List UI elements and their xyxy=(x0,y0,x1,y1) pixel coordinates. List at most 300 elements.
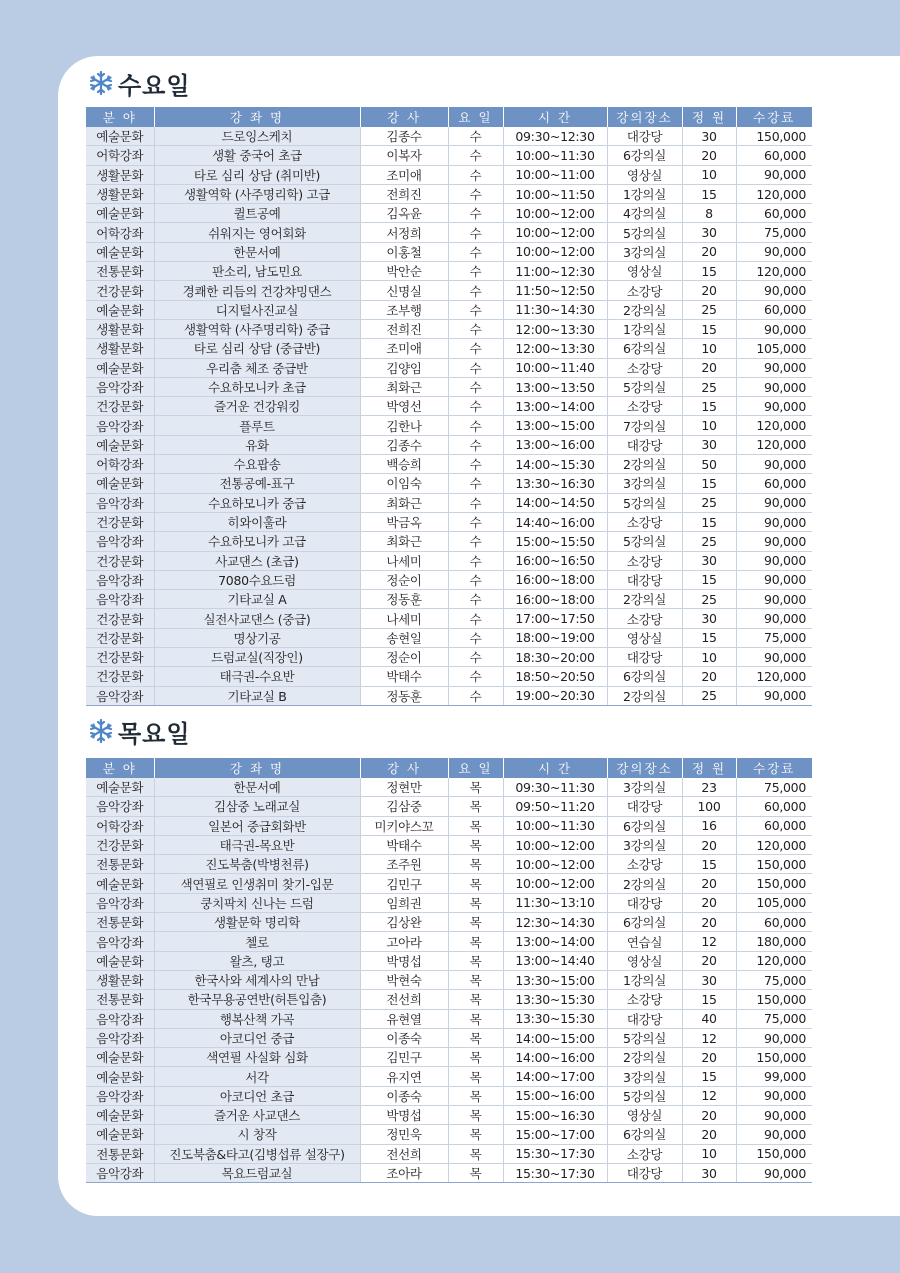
column-header-course-name: 강 좌 명 xyxy=(154,758,360,778)
course-name-cell: 경쾌한 리듬의 건강챠밍댄스 xyxy=(154,281,360,300)
time-cell: 16:00~18:00 xyxy=(503,590,607,609)
table-row xyxy=(86,300,812,319)
day-cell: 수 xyxy=(448,300,503,319)
capacity-cell: 25 xyxy=(682,493,736,512)
capacity-cell: 20 xyxy=(682,1125,736,1144)
fee-cell: 90,000 xyxy=(736,1163,812,1182)
room-cell: 2강의실 xyxy=(607,1048,682,1067)
instructor-cell: 박명섭 xyxy=(360,951,448,970)
instructor-cell: 조부행 xyxy=(360,300,448,319)
time-cell: 10:00~12:00 xyxy=(503,835,607,854)
time-cell: 10:00~12:00 xyxy=(503,855,607,874)
room-cell: 5강의실 xyxy=(607,532,682,551)
room-cell: 대강당 xyxy=(607,1009,682,1028)
time-cell: 15:00~17:00 xyxy=(503,1125,607,1144)
fee-cell: 90,000 xyxy=(736,377,812,396)
instructor-cell: 전선희 xyxy=(360,990,448,1009)
room-cell: 연습실 xyxy=(607,932,682,951)
instructor-cell: 이홍철 xyxy=(360,242,448,261)
room-cell: 2강의실 xyxy=(607,590,682,609)
column-header-capacity: 정 원 xyxy=(682,758,736,778)
capacity-cell: 20 xyxy=(682,667,736,686)
course-name-cell: 쉬워지는 영어회화 xyxy=(154,223,360,242)
capacity-cell: 100 xyxy=(682,797,736,816)
room-cell: 대강당 xyxy=(607,435,682,454)
time-cell: 15:00~16:30 xyxy=(503,1106,607,1125)
room-cell: 대강당 xyxy=(607,648,682,667)
capacity-cell: 30 xyxy=(682,970,736,989)
instructor-cell: 김종수 xyxy=(360,435,448,454)
table-row xyxy=(86,204,812,223)
table-row xyxy=(86,242,812,261)
fee-cell: 60,000 xyxy=(736,300,812,319)
course-name-cell: 전통공예-표구 xyxy=(154,474,360,493)
day-cell: 수 xyxy=(448,493,503,512)
instructor-cell: 박현숙 xyxy=(360,970,448,989)
column-header-capacity: 정 원 xyxy=(682,107,736,127)
room-cell: 소강당 xyxy=(607,397,682,416)
course-name-cell: 아코디언 중급 xyxy=(154,1028,360,1047)
fee-cell: 90,000 xyxy=(736,397,812,416)
course-name-cell: 한국무용공연반(허튼입춤) xyxy=(154,990,360,1009)
category-cell: 음악강좌 xyxy=(86,893,154,912)
table-row xyxy=(86,339,812,358)
fee-cell: 90,000 xyxy=(736,1106,812,1125)
room-cell: 대강당 xyxy=(607,797,682,816)
category-cell: 건강문화 xyxy=(86,512,154,531)
section-header-wednesday xyxy=(88,66,191,100)
table-row xyxy=(86,1163,812,1182)
fee-cell: 75,000 xyxy=(736,223,812,242)
table-row xyxy=(86,223,812,242)
course-name-cell: 사교댄스 (초급) xyxy=(154,551,360,570)
category-cell: 예술문화 xyxy=(86,204,154,223)
capacity-cell: 40 xyxy=(682,1009,736,1028)
time-cell: 13:00~14:40 xyxy=(503,951,607,970)
category-cell: 건강문화 xyxy=(86,281,154,300)
category-cell: 건강문화 xyxy=(86,628,154,647)
room-cell: 대강당 xyxy=(607,570,682,589)
column-header-room: 강의장소 xyxy=(607,107,682,127)
time-cell: 09:30~11:30 xyxy=(503,778,607,797)
course-name-cell: 한문서예 xyxy=(154,242,360,261)
category-cell: 예술문화 xyxy=(86,127,154,146)
day-cell: 목 xyxy=(448,893,503,912)
table-row xyxy=(86,855,812,874)
capacity-cell: 30 xyxy=(682,435,736,454)
fee-cell: 60,000 xyxy=(736,146,812,165)
capacity-cell: 12 xyxy=(682,1028,736,1047)
fee-cell: 120,000 xyxy=(736,262,812,281)
day-cell: 목 xyxy=(448,797,503,816)
schedule-table-wednesday xyxy=(86,107,812,706)
course-name-cell: 명상기공 xyxy=(154,628,360,647)
instructor-cell: 김상완 xyxy=(360,913,448,932)
capacity-cell: 15 xyxy=(682,990,736,1009)
time-cell: 13:00~14:00 xyxy=(503,932,607,951)
time-cell: 13:30~15:30 xyxy=(503,1009,607,1028)
instructor-cell: 서정희 xyxy=(360,223,448,242)
table-row xyxy=(86,932,812,951)
capacity-cell: 8 xyxy=(682,204,736,223)
column-header-day: 요 일 xyxy=(448,107,503,127)
time-cell: 13:00~15:00 xyxy=(503,416,607,435)
fee-cell: 90,000 xyxy=(736,551,812,570)
course-name-cell: 드럼교실(직장인) xyxy=(154,648,360,667)
room-cell: 1강의실 xyxy=(607,970,682,989)
table-row xyxy=(86,435,812,454)
day-cell: 목 xyxy=(448,932,503,951)
course-name-cell: 김삼중 노래교실 xyxy=(154,797,360,816)
course-name-cell: 색연필 사실화 심화 xyxy=(154,1048,360,1067)
category-cell: 예술문화 xyxy=(86,435,154,454)
fee-cell: 180,000 xyxy=(736,932,812,951)
table-row xyxy=(86,1125,812,1144)
capacity-cell: 30 xyxy=(682,1163,736,1182)
course-name-cell: 목요드럼교실 xyxy=(154,1163,360,1182)
course-name-cell: 수요하모니카 중급 xyxy=(154,493,360,512)
table-header-row xyxy=(86,758,812,778)
instructor-cell: 정동훈 xyxy=(360,590,448,609)
time-cell: 13:00~16:00 xyxy=(503,435,607,454)
day-cell: 목 xyxy=(448,1144,503,1163)
fee-cell: 120,000 xyxy=(736,435,812,454)
time-cell: 09:50~11:20 xyxy=(503,797,607,816)
room-cell: 대강당 xyxy=(607,127,682,146)
room-cell: 소강당 xyxy=(607,512,682,531)
instructor-cell: 조미애 xyxy=(360,165,448,184)
table-row xyxy=(86,165,812,184)
category-cell: 음악강좌 xyxy=(86,1163,154,1182)
fee-cell: 120,000 xyxy=(736,835,812,854)
capacity-cell: 25 xyxy=(682,686,736,705)
instructor-cell: 박금옥 xyxy=(360,512,448,531)
day-cell: 목 xyxy=(448,1163,503,1182)
instructor-cell: 박영선 xyxy=(360,397,448,416)
category-cell: 음악강좌 xyxy=(86,932,154,951)
time-cell: 10:00~11:40 xyxy=(503,358,607,377)
table-row xyxy=(86,1028,812,1047)
time-cell: 14:00~17:00 xyxy=(503,1067,607,1086)
fee-cell: 150,000 xyxy=(736,874,812,893)
fee-cell: 90,000 xyxy=(736,570,812,589)
category-cell: 생활문화 xyxy=(86,970,154,989)
time-cell: 16:00~18:00 xyxy=(503,570,607,589)
category-cell: 음악강좌 xyxy=(86,570,154,589)
room-cell: 6강의실 xyxy=(607,146,682,165)
room-cell: 3강의실 xyxy=(607,778,682,797)
table-header-row xyxy=(86,107,812,127)
instructor-cell: 이종숙 xyxy=(360,1028,448,1047)
course-name-cell: 한국사와 세계사의 만남 xyxy=(154,970,360,989)
column-header-instructor: 강 사 xyxy=(360,758,448,778)
time-cell: 11:00~12:30 xyxy=(503,262,607,281)
capacity-cell: 25 xyxy=(682,300,736,319)
room-cell: 3강의실 xyxy=(607,1067,682,1086)
time-cell: 11:30~14:30 xyxy=(503,300,607,319)
table-row xyxy=(86,1086,812,1105)
time-cell: 10:00~12:00 xyxy=(503,874,607,893)
course-name-cell: 한문서예 xyxy=(154,778,360,797)
day-cell: 수 xyxy=(448,242,503,261)
capacity-cell: 20 xyxy=(682,1106,736,1125)
room-cell: 3강의실 xyxy=(607,474,682,493)
fee-cell: 60,000 xyxy=(736,474,812,493)
category-cell: 건강문화 xyxy=(86,551,154,570)
fee-cell: 120,000 xyxy=(736,951,812,970)
category-cell: 전통문화 xyxy=(86,990,154,1009)
room-cell: 2강의실 xyxy=(607,455,682,474)
capacity-cell: 20 xyxy=(682,874,736,893)
fee-cell: 90,000 xyxy=(736,281,812,300)
category-cell: 예술문화 xyxy=(86,300,154,319)
capacity-cell: 20 xyxy=(682,893,736,912)
day-cell: 수 xyxy=(448,570,503,589)
capacity-cell: 16 xyxy=(682,816,736,835)
table-row xyxy=(86,455,812,474)
time-cell: 18:30~20:00 xyxy=(503,648,607,667)
capacity-cell: 20 xyxy=(682,913,736,932)
fee-cell: 120,000 xyxy=(736,184,812,203)
room-cell: 영상실 xyxy=(607,262,682,281)
fee-cell: 90,000 xyxy=(736,1028,812,1047)
fee-cell: 90,000 xyxy=(736,512,812,531)
column-header-instructor: 강 사 xyxy=(360,107,448,127)
room-cell: 5강의실 xyxy=(607,493,682,512)
room-cell: 영상실 xyxy=(607,165,682,184)
table-row xyxy=(86,570,812,589)
time-cell: 18:50~20:50 xyxy=(503,667,607,686)
room-cell: 영상실 xyxy=(607,1106,682,1125)
day-cell: 수 xyxy=(448,686,503,705)
day-cell: 수 xyxy=(448,609,503,628)
fee-cell: 105,000 xyxy=(736,339,812,358)
fee-cell: 60,000 xyxy=(736,913,812,932)
instructor-cell: 최화근 xyxy=(360,532,448,551)
time-cell: 10:00~11:00 xyxy=(503,165,607,184)
capacity-cell: 30 xyxy=(682,551,736,570)
time-cell: 14:00~15:30 xyxy=(503,455,607,474)
instructor-cell: 조미애 xyxy=(360,339,448,358)
fee-cell: 90,000 xyxy=(736,455,812,474)
capacity-cell: 15 xyxy=(682,319,736,338)
course-name-cell: 생활문학 명리학 xyxy=(154,913,360,932)
capacity-cell: 50 xyxy=(682,455,736,474)
day-cell: 목 xyxy=(448,1028,503,1047)
course-name-cell: 생활 중국어 초급 xyxy=(154,146,360,165)
instructor-cell: 이임숙 xyxy=(360,474,448,493)
room-cell: 대강당 xyxy=(607,893,682,912)
capacity-cell: 15 xyxy=(682,628,736,647)
instructor-cell: 나세미 xyxy=(360,551,448,570)
fee-cell: 75,000 xyxy=(736,1009,812,1028)
fee-cell: 75,000 xyxy=(736,778,812,797)
day-cell: 수 xyxy=(448,667,503,686)
day-cell: 수 xyxy=(448,262,503,281)
day-cell: 수 xyxy=(448,319,503,338)
table-row xyxy=(86,474,812,493)
instructor-cell: 미키야스꼬 xyxy=(360,816,448,835)
time-cell: 11:30~13:10 xyxy=(503,893,607,912)
category-cell: 건강문화 xyxy=(86,648,154,667)
day-cell: 목 xyxy=(448,1086,503,1105)
schedule-table-thursday xyxy=(86,758,812,1183)
day-cell: 목 xyxy=(448,778,503,797)
table-row xyxy=(86,816,812,835)
category-cell: 음악강좌 xyxy=(86,377,154,396)
column-header-time: 시 간 xyxy=(503,758,607,778)
day-cell: 수 xyxy=(448,223,503,242)
room-cell: 소강당 xyxy=(607,1144,682,1163)
course-name-cell: 수요팝송 xyxy=(154,455,360,474)
course-name-cell: 실전사교댄스 (중급) xyxy=(154,609,360,628)
course-name-cell: 디지털사진교실 xyxy=(154,300,360,319)
room-cell: 7강의실 xyxy=(607,416,682,435)
column-header-fee: 수강료 xyxy=(736,107,812,127)
category-cell: 건강문화 xyxy=(86,667,154,686)
instructor-cell: 이종숙 xyxy=(360,1086,448,1105)
instructor-cell: 전선희 xyxy=(360,1144,448,1163)
category-cell: 예술문화 xyxy=(86,1106,154,1125)
fee-cell: 150,000 xyxy=(736,127,812,146)
course-name-cell: 드로잉스케치 xyxy=(154,127,360,146)
fee-cell: 60,000 xyxy=(736,797,812,816)
room-cell: 5강의실 xyxy=(607,377,682,396)
course-name-cell: 수요하모니카 초급 xyxy=(154,377,360,396)
instructor-cell: 나세미 xyxy=(360,609,448,628)
instructor-cell: 정민욱 xyxy=(360,1125,448,1144)
table-row xyxy=(86,262,812,281)
fee-cell: 75,000 xyxy=(736,970,812,989)
course-name-cell: 색연필로 인생취미 찾기-입문 xyxy=(154,874,360,893)
category-cell: 예술문화 xyxy=(86,951,154,970)
day-cell: 수 xyxy=(448,455,503,474)
course-name-cell: 왈츠, 탱고 xyxy=(154,951,360,970)
capacity-cell: 20 xyxy=(682,1048,736,1067)
day-cell: 수 xyxy=(448,184,503,203)
table-row xyxy=(86,1106,812,1125)
day-cell: 목 xyxy=(448,816,503,835)
fee-cell: 90,000 xyxy=(736,242,812,261)
room-cell: 영상실 xyxy=(607,951,682,970)
time-cell: 13:00~13:50 xyxy=(503,377,607,396)
day-cell: 수 xyxy=(448,435,503,454)
capacity-cell: 10 xyxy=(682,1144,736,1163)
instructor-cell: 김한나 xyxy=(360,416,448,435)
course-name-cell: 퀼트공예 xyxy=(154,204,360,223)
capacity-cell: 15 xyxy=(682,1067,736,1086)
category-cell: 음악강좌 xyxy=(86,416,154,435)
capacity-cell: 15 xyxy=(682,512,736,531)
table-row xyxy=(86,319,812,338)
day-cell: 목 xyxy=(448,835,503,854)
instructor-cell: 김양임 xyxy=(360,358,448,377)
instructor-cell: 정현만 xyxy=(360,778,448,797)
fee-cell: 90,000 xyxy=(736,165,812,184)
course-name-cell: 유화 xyxy=(154,435,360,454)
course-name-cell: 즐거운 사교댄스 xyxy=(154,1106,360,1125)
category-cell: 전통문화 xyxy=(86,262,154,281)
time-cell: 10:00~11:30 xyxy=(503,816,607,835)
fee-cell: 90,000 xyxy=(736,1125,812,1144)
category-cell: 예술문화 xyxy=(86,1125,154,1144)
course-name-cell: 태극권-목요반 xyxy=(154,835,360,854)
table-row xyxy=(86,532,812,551)
capacity-cell: 10 xyxy=(682,339,736,358)
time-cell: 13:30~16:30 xyxy=(503,474,607,493)
category-cell: 음악강좌 xyxy=(86,532,154,551)
capacity-cell: 20 xyxy=(682,835,736,854)
fee-cell: 105,000 xyxy=(736,893,812,912)
fee-cell: 90,000 xyxy=(736,319,812,338)
table-row xyxy=(86,377,812,396)
table-row xyxy=(86,590,812,609)
column-header-category: 분 야 xyxy=(86,107,154,127)
category-cell: 예술문화 xyxy=(86,1048,154,1067)
instructor-cell: 유지연 xyxy=(360,1067,448,1086)
time-cell: 14:00~14:50 xyxy=(503,493,607,512)
table-row xyxy=(86,184,812,203)
instructor-cell: 박명섭 xyxy=(360,1106,448,1125)
category-cell: 어학강좌 xyxy=(86,223,154,242)
table-row xyxy=(86,1009,812,1028)
room-cell: 소강당 xyxy=(607,281,682,300)
table-row xyxy=(86,913,812,932)
room-cell: 소강당 xyxy=(607,551,682,570)
fee-cell: 90,000 xyxy=(736,1086,812,1105)
column-header-day: 요 일 xyxy=(448,758,503,778)
room-cell: 2강의실 xyxy=(607,686,682,705)
room-cell: 소강당 xyxy=(607,855,682,874)
instructor-cell: 백승희 xyxy=(360,455,448,474)
time-cell: 13:30~15:00 xyxy=(503,970,607,989)
table-row xyxy=(86,127,812,146)
instructor-cell: 최화근 xyxy=(360,377,448,396)
course-name-cell: 태극권-수요반 xyxy=(154,667,360,686)
category-cell: 음악강좌 xyxy=(86,797,154,816)
fee-cell: 150,000 xyxy=(736,990,812,1009)
room-cell: 6강의실 xyxy=(607,913,682,932)
table-row xyxy=(86,835,812,854)
course-name-cell: 서각 xyxy=(154,1067,360,1086)
day-cell: 목 xyxy=(448,1125,503,1144)
course-name-cell: 아코디언 초급 xyxy=(154,1086,360,1105)
course-name-cell: 7080수요드럼 xyxy=(154,570,360,589)
day-cell: 수 xyxy=(448,358,503,377)
table-row xyxy=(86,1144,812,1163)
day-cell: 목 xyxy=(448,913,503,932)
category-cell: 음악강좌 xyxy=(86,686,154,705)
course-name-cell: 진도북춤&타고(김병섭류 설장구) xyxy=(154,1144,360,1163)
table-row xyxy=(86,609,812,628)
time-cell: 19:00~20:30 xyxy=(503,686,607,705)
capacity-cell: 20 xyxy=(682,951,736,970)
section-title: 수요일 xyxy=(118,71,191,100)
course-name-cell: 진도북춤(박병천류) xyxy=(154,855,360,874)
capacity-cell: 20 xyxy=(682,242,736,261)
fee-cell: 120,000 xyxy=(736,667,812,686)
category-cell: 예술문화 xyxy=(86,1067,154,1086)
room-cell: 5강의실 xyxy=(607,223,682,242)
table-row xyxy=(86,628,812,647)
table-row xyxy=(86,397,812,416)
table-row xyxy=(86,146,812,165)
category-cell: 전통문화 xyxy=(86,855,154,874)
column-header-fee: 수강료 xyxy=(736,758,812,778)
room-cell: 대강당 xyxy=(607,1163,682,1182)
instructor-cell: 조주원 xyxy=(360,855,448,874)
room-cell: 6강의실 xyxy=(607,816,682,835)
